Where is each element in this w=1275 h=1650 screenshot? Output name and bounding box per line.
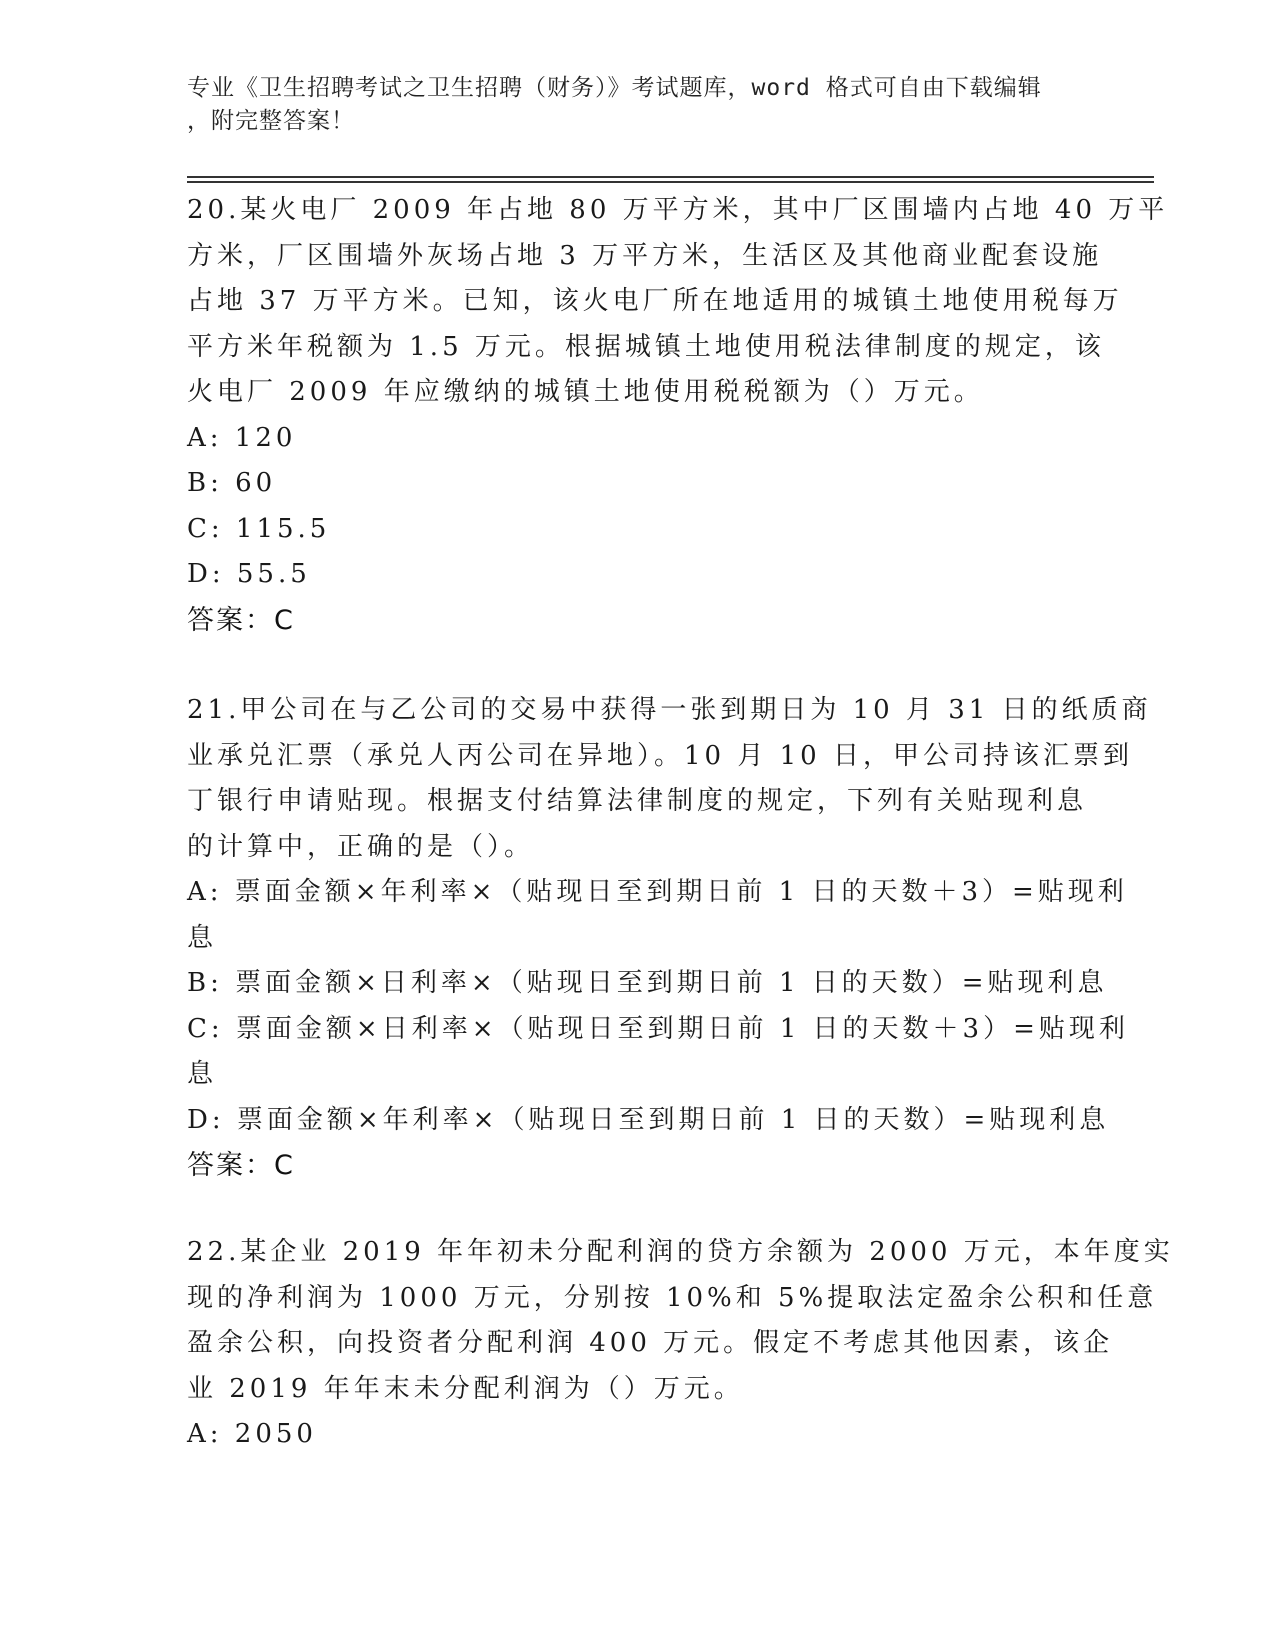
question-stem-line: 业 2019 年年末未分配利润为（）万元。 [187, 1373, 744, 1404]
question-stem-line: 21.甲公司在与乙公司的交易中获得一张到期日为 10 月 31 日的纸质商 [187, 695, 1152, 725]
document-header [187, 72, 1087, 138]
header-divider [187, 181, 1154, 183]
question-stem-line: 20.某火电厂 2009 年占地 80 万平方米，其中厂区围墙内占地 40 万平 [187, 195, 1169, 225]
option-c-continued: 息 [187, 1059, 218, 1089]
answer-label: 答案：C [187, 1150, 295, 1181]
question-stem-line: 火电厂 2009 年应缴纳的城镇土地使用税税额为（）万元。 [187, 377, 984, 407]
question-stem-line: 盈余公积，向投资者分配利润 400 万元。假定不考虑其他因素，该企 [187, 1328, 1114, 1358]
option-d: D: 票面金额×年利率×（贴现日至到期日前 1 日的天数）=贴现利息 [187, 1104, 1110, 1135]
question-stem-line: 平方米年税额为 1.5 万元。根据城镇土地使用税法律制度的规定，该 [187, 331, 1105, 362]
question-stem-line: 丁银行申请贴现。根据支付结算法律制度的规定，下列有关贴现利息 [187, 786, 1088, 816]
option-b: B: 60 [187, 468, 277, 498]
option-a: A: 120 [187, 422, 297, 453]
question-stem-line: 业承兑汇票（承兑人丙公司在异地）。10 月 10 日，甲公司持该汇票到 [187, 740, 1133, 771]
option-c: C: 票面金额×日利率×（贴现日至到期日前 1 日的天数＋3）=贴现利 [187, 1013, 1129, 1044]
question-stem-line: 方米，厂区围墙外灰场占地 3 万平方米，生活区及其他商业配套设施 [187, 240, 1103, 271]
question-stem-line: 占地 37 万平方米。已知，该火电厂所在地适用的城镇土地使用税每万 [187, 286, 1123, 316]
question-stem-line: 的计算中，正确的是（）。 [187, 831, 535, 862]
question-stem-line: 现的净利润为 1000 万元，分别按 10%和 5%提取法定盈余公积和任意 [187, 1282, 1158, 1313]
question-20 [187, 188, 1169, 644]
header-divider [187, 176, 1154, 178]
header-line: ，附完整答案！ [187, 108, 355, 134]
option-b: B: 票面金额×日利率×（贴现日至到期日前 1 日的天数）=贴现利息 [187, 968, 1108, 998]
option-a-continued: 息 [187, 922, 218, 953]
question-stem-line: 22.某企业 2019 年年初未分配利润的贷方余额为 2000 万元，本年度实 [187, 1237, 1174, 1267]
option-a: A: 票面金额×年利率×（贴现日至到期日前 1 日的天数＋3）=贴现利 [187, 877, 1128, 907]
question-21 [187, 688, 1152, 1189]
option-d: D: 55.5 [187, 559, 311, 589]
option-c: C: 115.5 [187, 513, 331, 544]
option-a: A: 2050 [187, 1419, 317, 1449]
answer-label: 答案：C [187, 604, 295, 636]
header-line: 专业《卫生招聘考试之卫生招聘（财务）》考试题库，word 格式可自由下载编辑 [187, 75, 1042, 101]
question-22 [187, 1230, 1174, 1458]
